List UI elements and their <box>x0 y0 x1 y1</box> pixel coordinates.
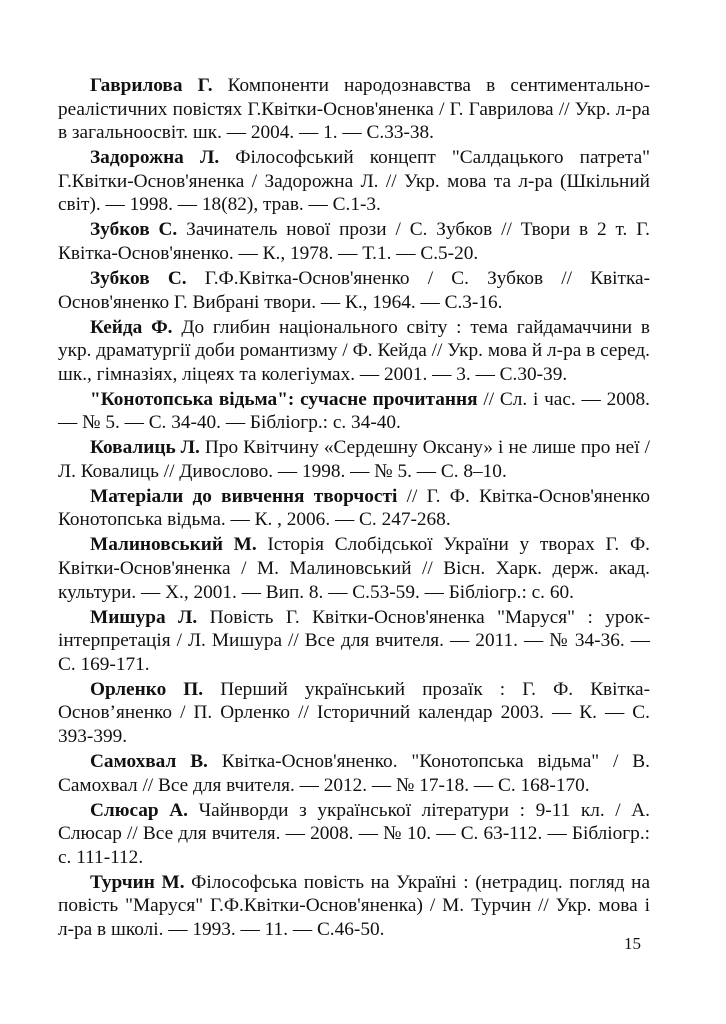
bibliography-entry <box>58 267 650 314</box>
entry-text: Перший український прозаїк : Г. Ф. Квітка-Основ’яненко / П. Орленко // Історичний календар 2003. — К. — С. 393-399. <box>58 678 650 747</box>
entry-author: Зубков С. <box>90 267 187 289</box>
entry-text: До глибин національного світу : тема гайдамаччини в укр. драматургії доби романтизму / Ф. Кейда // Укр. мова й л-ра в серед. шк., гімназіях, ліцеях та колегіумах. — 2001. — 3. — С.30-39. <box>58 316 650 385</box>
bibliography-entry <box>58 146 650 217</box>
entry-author: "Конотопська відьма": сучасне прочитання <box>90 388 478 410</box>
bibliography-list <box>58 74 650 943</box>
entry-author: Мишура Л. <box>90 606 198 628</box>
entry-text: Філософський концепт "Салдацького патрета" Г.Квітки-Основ'яненка / Задорожна Л. // Укр. мова та л-ра (Шкільний світ). — 1998. — 18(82), трав. — С.1-3. <box>58 147 650 216</box>
entry-author: Самохвал В. <box>90 750 208 772</box>
entry-text: Про Квітчину «Сердешну Оксану» і не лише про неї / Л. Ковалиць // Дивослово. — 1998. — № 5. — С. 8–10. <box>58 437 650 482</box>
bibliography-entry <box>58 218 650 265</box>
entry-text: // Сл. і час. — 2008. — № 5. — С. 34-40. — Бібліогр.: с. 34-40. <box>58 388 650 434</box>
bibliography-entry <box>58 678 650 749</box>
entry-text: Компоненти народознавства в сентиментально-реалістичних повістях Г.Квітки-Основ'яненка / Г. Гаврилова // Укр. л-ра в загальноосвіт. шк. — 2004. — 1. — С.33-38. <box>58 75 650 144</box>
bibliography-entry <box>58 388 650 435</box>
entry-author: Малиновський М. <box>90 534 257 556</box>
entry-text: // Г. Ф. Квітка-Основ'яненко Конотопська відьма. — К. , 2006. — С. 247-268. <box>58 485 650 531</box>
bibliography-entry <box>58 871 650 942</box>
entry-text: Чайнворди з української літератури : 9-11 кл. / А. Слюсар // Все для вчителя. — 2008. — № 10. — С. 63-112. — Бібліогр.: с. 111-112. <box>58 799 650 868</box>
entry-author: Задорожна Л. <box>90 147 220 169</box>
entry-text: Повість Г. Квітки-Основ'яненка "Маруся" : урок-інтерпретація / Л. Мишура // Все для вчителя. — 2011. — № 34-36. — С. 169-171. <box>58 606 650 675</box>
bibliography-entry <box>58 436 650 483</box>
entry-author: Кейда Ф. <box>90 316 173 338</box>
entry-text: Квітка-Основ'яненко. "Конотопська відьма" / В. Самохвал // Все для вчителя. — 2012. — № 17-18. — С. 168-170. <box>58 750 650 796</box>
bibliography-entry <box>58 606 650 677</box>
entry-author: Ковалиць Л. <box>90 437 200 459</box>
page-number: 15 <box>624 934 641 953</box>
entry-author: Зубков С. <box>90 219 178 241</box>
bibliography-entry <box>58 74 650 145</box>
bibliography-entry <box>58 799 650 870</box>
entry-text: Зачинатель нової прози / С. Зубков // Твори в 2 т. Г. Квітка-Основ'яненко. — К., 1978. — Т.1. — С.5-20. <box>58 219 651 264</box>
entry-author: Турчин М. <box>90 871 185 893</box>
entry-author: Слюсар А. <box>90 799 188 821</box>
entry-author: Орленко П. <box>90 678 204 700</box>
entry-author: Гаврилова Г. <box>90 75 213 96</box>
bibliography-entry <box>58 750 650 797</box>
entry-text: Філософська повість на Україні : (нетрадиц. погляд на повість "Маруся" Г.Ф.Квітки-Основ'яненка) / М. Турчин // Укр. мова і л-ра в школі. — 1993. — 11. — С.46-50. <box>58 871 650 940</box>
entry-text: Г.Ф.Квітка-Основ'яненко / С. Зубков // Квітка-Основ'яненко Г. Вибрані твори. — К., 1964. — С.3-16. <box>58 267 650 313</box>
bibliography-entry <box>58 485 650 532</box>
entry-text: Історія Слобідської України у творах Г. Ф. Квітки-Основ'яненка / М. Малиновський // Вісн. Харк. держ. акад. культури. — Х., 2001. — Вип. 8. — С.53-59. — Бібліогр.: с. 60. <box>58 534 651 603</box>
bibliography-entry <box>58 533 650 604</box>
entry-author: Матеріали до вивчення творчості <box>90 485 398 507</box>
bibliography-entry <box>58 316 650 387</box>
